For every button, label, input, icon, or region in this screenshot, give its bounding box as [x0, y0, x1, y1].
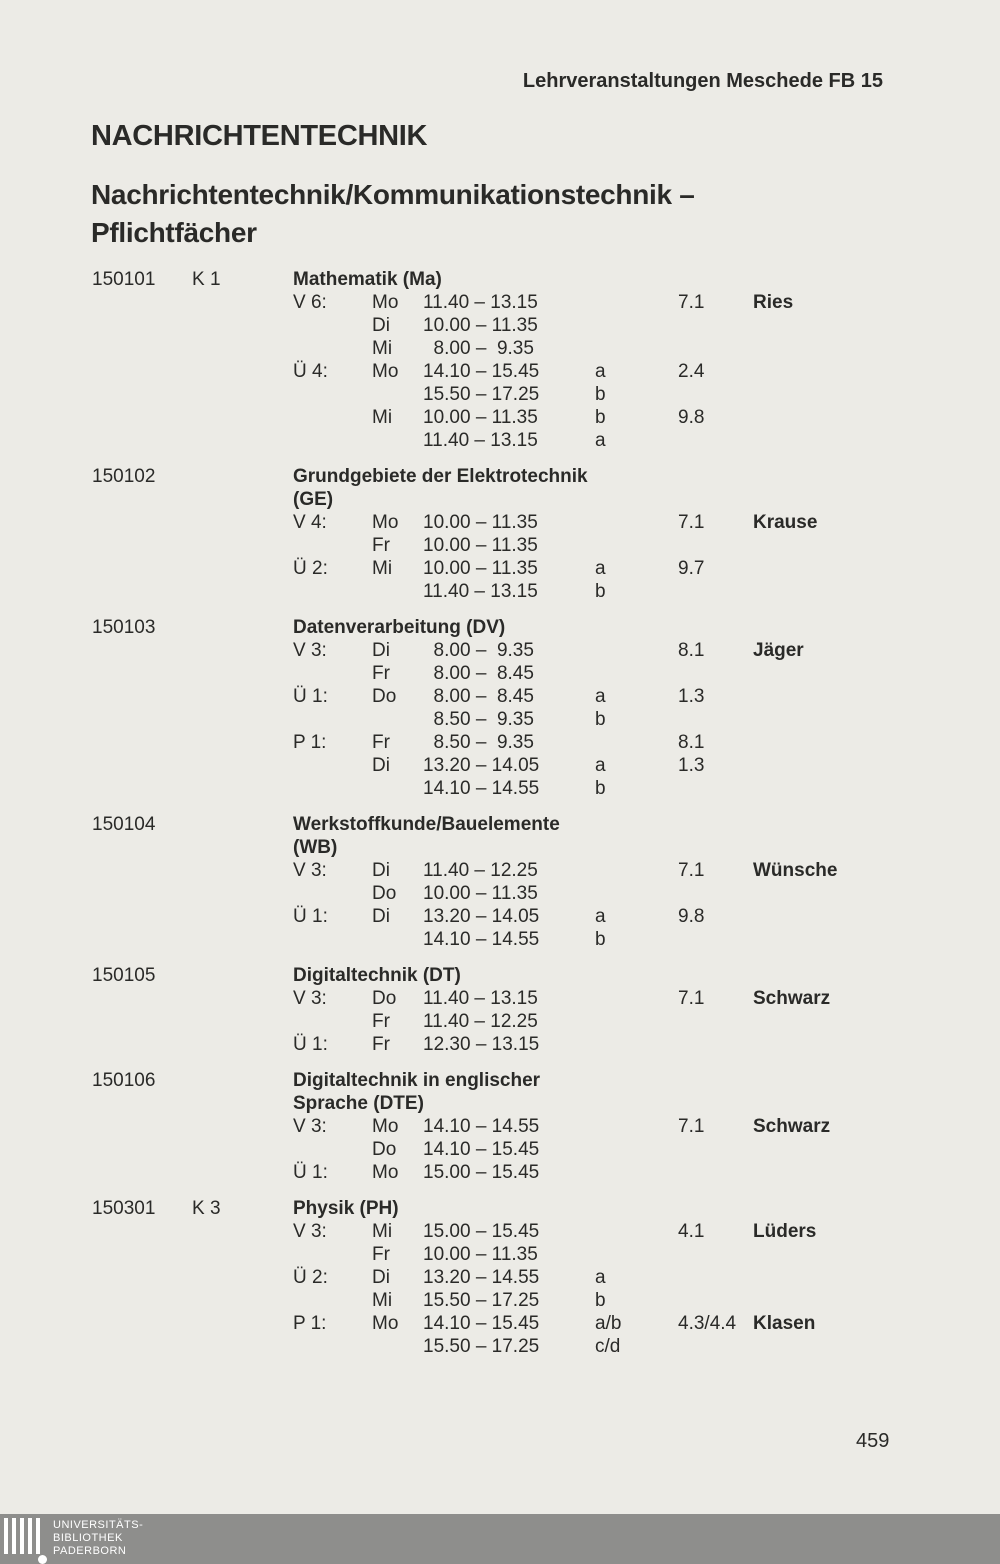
course-title: Grundgebiete der Elektrotechnik (GE) — [293, 466, 588, 510]
running-header: Lehrveranstaltungen Meschede FB 15 — [522, 70, 883, 92]
course-time: 10.00 – 11.35 — [423, 558, 538, 579]
course-time: 11.40 – 12.25 — [423, 860, 538, 881]
course-150105 — [92, 964, 912, 1056]
course-category: K 1 — [192, 269, 221, 290]
course-time: 8.00 – 8.45 — [423, 663, 534, 684]
course-time: 15.50 – 17.25 — [423, 384, 540, 405]
course-time: 14.10 – 15.45 — [423, 1139, 540, 1160]
course-day: Fr — [372, 1244, 390, 1265]
course-type: V 3: — [293, 988, 327, 1009]
section-title: NACHRICHTENTECHNIK — [91, 120, 428, 152]
course-lecturer: Lüders — [753, 1221, 817, 1242]
schedule-row — [293, 1312, 912, 1335]
schedule-row — [293, 987, 912, 1010]
schedule-row — [293, 708, 912, 731]
schedule-row — [293, 383, 912, 406]
course-group: b — [595, 581, 606, 602]
course-room: 7.1 — [678, 292, 705, 313]
course-time: 14.10 – 15.45 — [423, 1313, 540, 1334]
course-time: 11.40 – 13.15 — [423, 292, 538, 313]
schedule-row — [293, 534, 912, 557]
course-150103 — [92, 616, 912, 800]
course-group: b — [595, 929, 606, 950]
schedule-row — [293, 731, 912, 754]
course-time: 13.20 – 14.05 — [423, 906, 540, 927]
schedule-row — [293, 639, 912, 662]
course-day: Fr — [372, 1034, 390, 1055]
course-time: 11.40 – 13.15 — [423, 430, 538, 451]
course-time: 14.10 – 14.55 — [423, 1116, 540, 1137]
course-room: 1.3 — [678, 686, 705, 707]
course-number: 150102 — [92, 466, 156, 487]
course-time: 15.00 – 15.45 — [423, 1221, 540, 1242]
course-title: Datenverarbeitung (DV) — [293, 617, 506, 638]
course-title: Physik (PH) — [293, 1198, 399, 1219]
schedule-row — [293, 662, 912, 685]
course-group: c/d — [595, 1336, 621, 1357]
course-150301 — [92, 1197, 912, 1358]
course-time: 14.10 – 15.45 — [423, 361, 540, 382]
course-day: Do — [372, 1139, 397, 1160]
course-day: Fr — [372, 1011, 390, 1032]
course-day: Mo — [372, 1116, 399, 1137]
course-group: b — [595, 778, 606, 799]
course-day: Di — [372, 755, 390, 776]
course-day: Di — [372, 906, 390, 927]
course-type: Ü 1: — [293, 1034, 328, 1055]
course-lecturer: Ries — [753, 292, 794, 313]
course-time: 8.50 – 9.35 — [423, 709, 534, 730]
course-time: 12.30 – 13.15 — [423, 1034, 540, 1055]
course-type: Ü 1: — [293, 686, 328, 707]
course-time: 11.40 – 12.25 — [423, 1011, 538, 1032]
course-type: Ü 1: — [293, 1162, 328, 1183]
course-150101 — [92, 268, 912, 452]
course-day: Mo — [372, 1162, 399, 1183]
course-type: V 3: — [293, 640, 327, 661]
schedule-row — [293, 360, 912, 383]
course-group: b — [595, 709, 606, 730]
course-room: 7.1 — [678, 860, 705, 881]
course-group: a — [595, 361, 606, 382]
course-time: 14.10 – 14.55 — [423, 778, 540, 799]
schedule-row — [293, 291, 912, 314]
course-group: b — [595, 384, 606, 405]
course-title: Digitaltechnik (DT) — [293, 965, 461, 986]
course-time: 8.50 – 9.35 — [423, 732, 534, 753]
course-day: Do — [372, 988, 397, 1009]
course-time: 15.00 – 15.45 — [423, 1162, 540, 1183]
course-time: 10.00 – 11.35 — [423, 1244, 538, 1265]
schedule-row — [293, 314, 912, 337]
course-day: Fr — [372, 663, 390, 684]
schedule-row — [293, 928, 912, 951]
course-time: 8.00 – 9.35 — [423, 338, 534, 359]
course-number: 150101 — [92, 269, 156, 290]
course-title: Mathematik (Ma) — [293, 269, 442, 290]
course-room: 7.1 — [678, 988, 705, 1009]
course-room: 7.1 — [678, 512, 705, 533]
schedule-row — [293, 882, 912, 905]
course-day: Mo — [372, 1313, 399, 1334]
course-type: Ü 2: — [293, 1267, 328, 1288]
schedule-row — [293, 429, 912, 452]
schedule-row — [293, 580, 912, 603]
course-day: Fr — [372, 732, 390, 753]
schedule-row — [293, 1138, 912, 1161]
course-day: Mo — [372, 292, 399, 313]
schedule-row — [293, 1033, 912, 1056]
schedule-row — [293, 557, 912, 580]
course-room: 8.1 — [678, 732, 705, 753]
course-room: 9.7 — [678, 558, 705, 579]
course-day: Mo — [372, 512, 399, 533]
course-room: 7.1 — [678, 1116, 705, 1137]
course-group: a/b — [595, 1313, 622, 1334]
subsection-title: Nachrichtentechnik/Kommunikationstechnik – Pflichtfächer — [91, 179, 695, 248]
course-time: 13.20 – 14.05 — [423, 755, 540, 776]
course-room: 1.3 — [678, 755, 705, 776]
course-group: a — [595, 755, 606, 776]
schedule-row — [293, 1289, 912, 1312]
course-number: 150103 — [92, 617, 156, 638]
course-type: Ü 2: — [293, 558, 328, 579]
page-number: 459 — [856, 1430, 890, 1452]
course-time: 10.00 – 11.35 — [423, 883, 538, 904]
course-lecturer: Wünsche — [753, 860, 838, 881]
course-lecturer: Schwarz — [753, 1116, 831, 1137]
course-category: K 3 — [192, 1198, 221, 1219]
course-day: Do — [372, 686, 397, 707]
course-group: a — [595, 430, 606, 451]
course-type: Ü 4: — [293, 361, 328, 382]
course-room: 9.8 — [678, 407, 705, 428]
course-type: V 6: — [293, 292, 327, 313]
course-time: 14.10 – 14.55 — [423, 929, 540, 950]
course-list — [92, 268, 912, 1371]
logo-line: UNIVERSITÄTS- — [53, 1519, 144, 1531]
course-group: b — [595, 1290, 606, 1311]
schedule-row — [293, 1243, 912, 1266]
course-lecturer: Klasen — [753, 1313, 816, 1334]
course-time: 8.00 – 8.45 — [423, 686, 534, 707]
course-150106 — [92, 1069, 912, 1184]
course-time: 11.40 – 13.15 — [423, 988, 538, 1009]
schedule-row — [293, 1115, 912, 1138]
schedule-row — [293, 1161, 912, 1184]
schedule-row — [293, 905, 912, 928]
course-room: 8.1 — [678, 640, 705, 661]
schedule-row — [293, 511, 912, 534]
library-logo-text — [53, 1519, 143, 1558]
course-day: Di — [372, 640, 390, 661]
schedule-row — [293, 685, 912, 708]
course-type: V 4: — [293, 512, 327, 533]
course-title: Digitaltechnik in englischer Sprache (DTE) — [293, 1070, 541, 1114]
course-room: 4.1 — [678, 1221, 705, 1242]
course-group: a — [595, 1267, 606, 1288]
course-type: P 1: — [293, 1313, 327, 1334]
course-time: 11.40 – 13.15 — [423, 581, 538, 602]
course-day: Fr — [372, 535, 390, 556]
course-day: Mi — [372, 1221, 393, 1242]
library-logo-icon — [4, 1518, 48, 1560]
course-lecturer: Schwarz — [753, 988, 831, 1009]
course-time: 13.20 – 14.55 — [423, 1267, 540, 1288]
course-day: Do — [372, 883, 397, 904]
course-number: 150106 — [92, 1070, 156, 1091]
course-group: b — [595, 407, 606, 428]
schedule-row — [293, 754, 912, 777]
schedule-row — [293, 1010, 912, 1033]
course-group: a — [595, 906, 606, 927]
course-lecturer: Krause — [753, 512, 818, 533]
course-room: 2.4 — [678, 361, 705, 382]
course-day: Di — [372, 1267, 390, 1288]
course-number: 150301 — [92, 1198, 156, 1219]
course-group: a — [595, 558, 606, 579]
course-time: 10.00 – 11.35 — [423, 407, 538, 428]
course-time: 10.00 – 11.35 — [423, 315, 538, 336]
course-lecturer: Jäger — [753, 640, 804, 661]
course-room: 9.8 — [678, 906, 705, 927]
schedule-row — [293, 1266, 912, 1289]
schedule-row — [293, 1335, 912, 1358]
course-title: Werkstoffkunde/Bauelemente (WB) — [293, 814, 560, 858]
library-footer — [0, 1514, 1000, 1564]
course-day: Di — [372, 315, 390, 336]
logo-line: PADERBORN — [53, 1545, 127, 1557]
course-room: 4.3/4.4 — [678, 1313, 737, 1334]
course-day: Mi — [372, 1290, 393, 1311]
course-150104 — [92, 813, 912, 951]
course-time: 15.50 – 17.25 — [423, 1336, 540, 1357]
course-day: Mi — [372, 558, 393, 579]
course-type: V 3: — [293, 860, 327, 881]
course-type: Ü 1: — [293, 906, 328, 927]
schedule-row — [293, 337, 912, 360]
course-day: Mi — [372, 407, 393, 428]
course-number: 150104 — [92, 814, 156, 835]
course-day: Mi — [372, 338, 393, 359]
logo-line: BIBLIOTHEK — [53, 1532, 123, 1544]
course-time: 8.00 – 9.35 — [423, 640, 534, 661]
schedule-row — [293, 777, 912, 800]
course-day: Mo — [372, 361, 399, 382]
course-type: V 3: — [293, 1116, 327, 1137]
course-type: P 1: — [293, 732, 327, 753]
course-number: 150105 — [92, 965, 156, 986]
course-150102 — [92, 465, 912, 603]
schedule-row — [293, 859, 912, 882]
course-type: V 3: — [293, 1221, 327, 1242]
course-time: 10.00 – 11.35 — [423, 535, 538, 556]
schedule-row — [293, 406, 912, 429]
schedule-row — [293, 1220, 912, 1243]
course-day: Di — [372, 860, 390, 881]
course-time: 15.50 – 17.25 — [423, 1290, 540, 1311]
course-time: 10.00 – 11.35 — [423, 512, 538, 533]
course-group: a — [595, 686, 606, 707]
